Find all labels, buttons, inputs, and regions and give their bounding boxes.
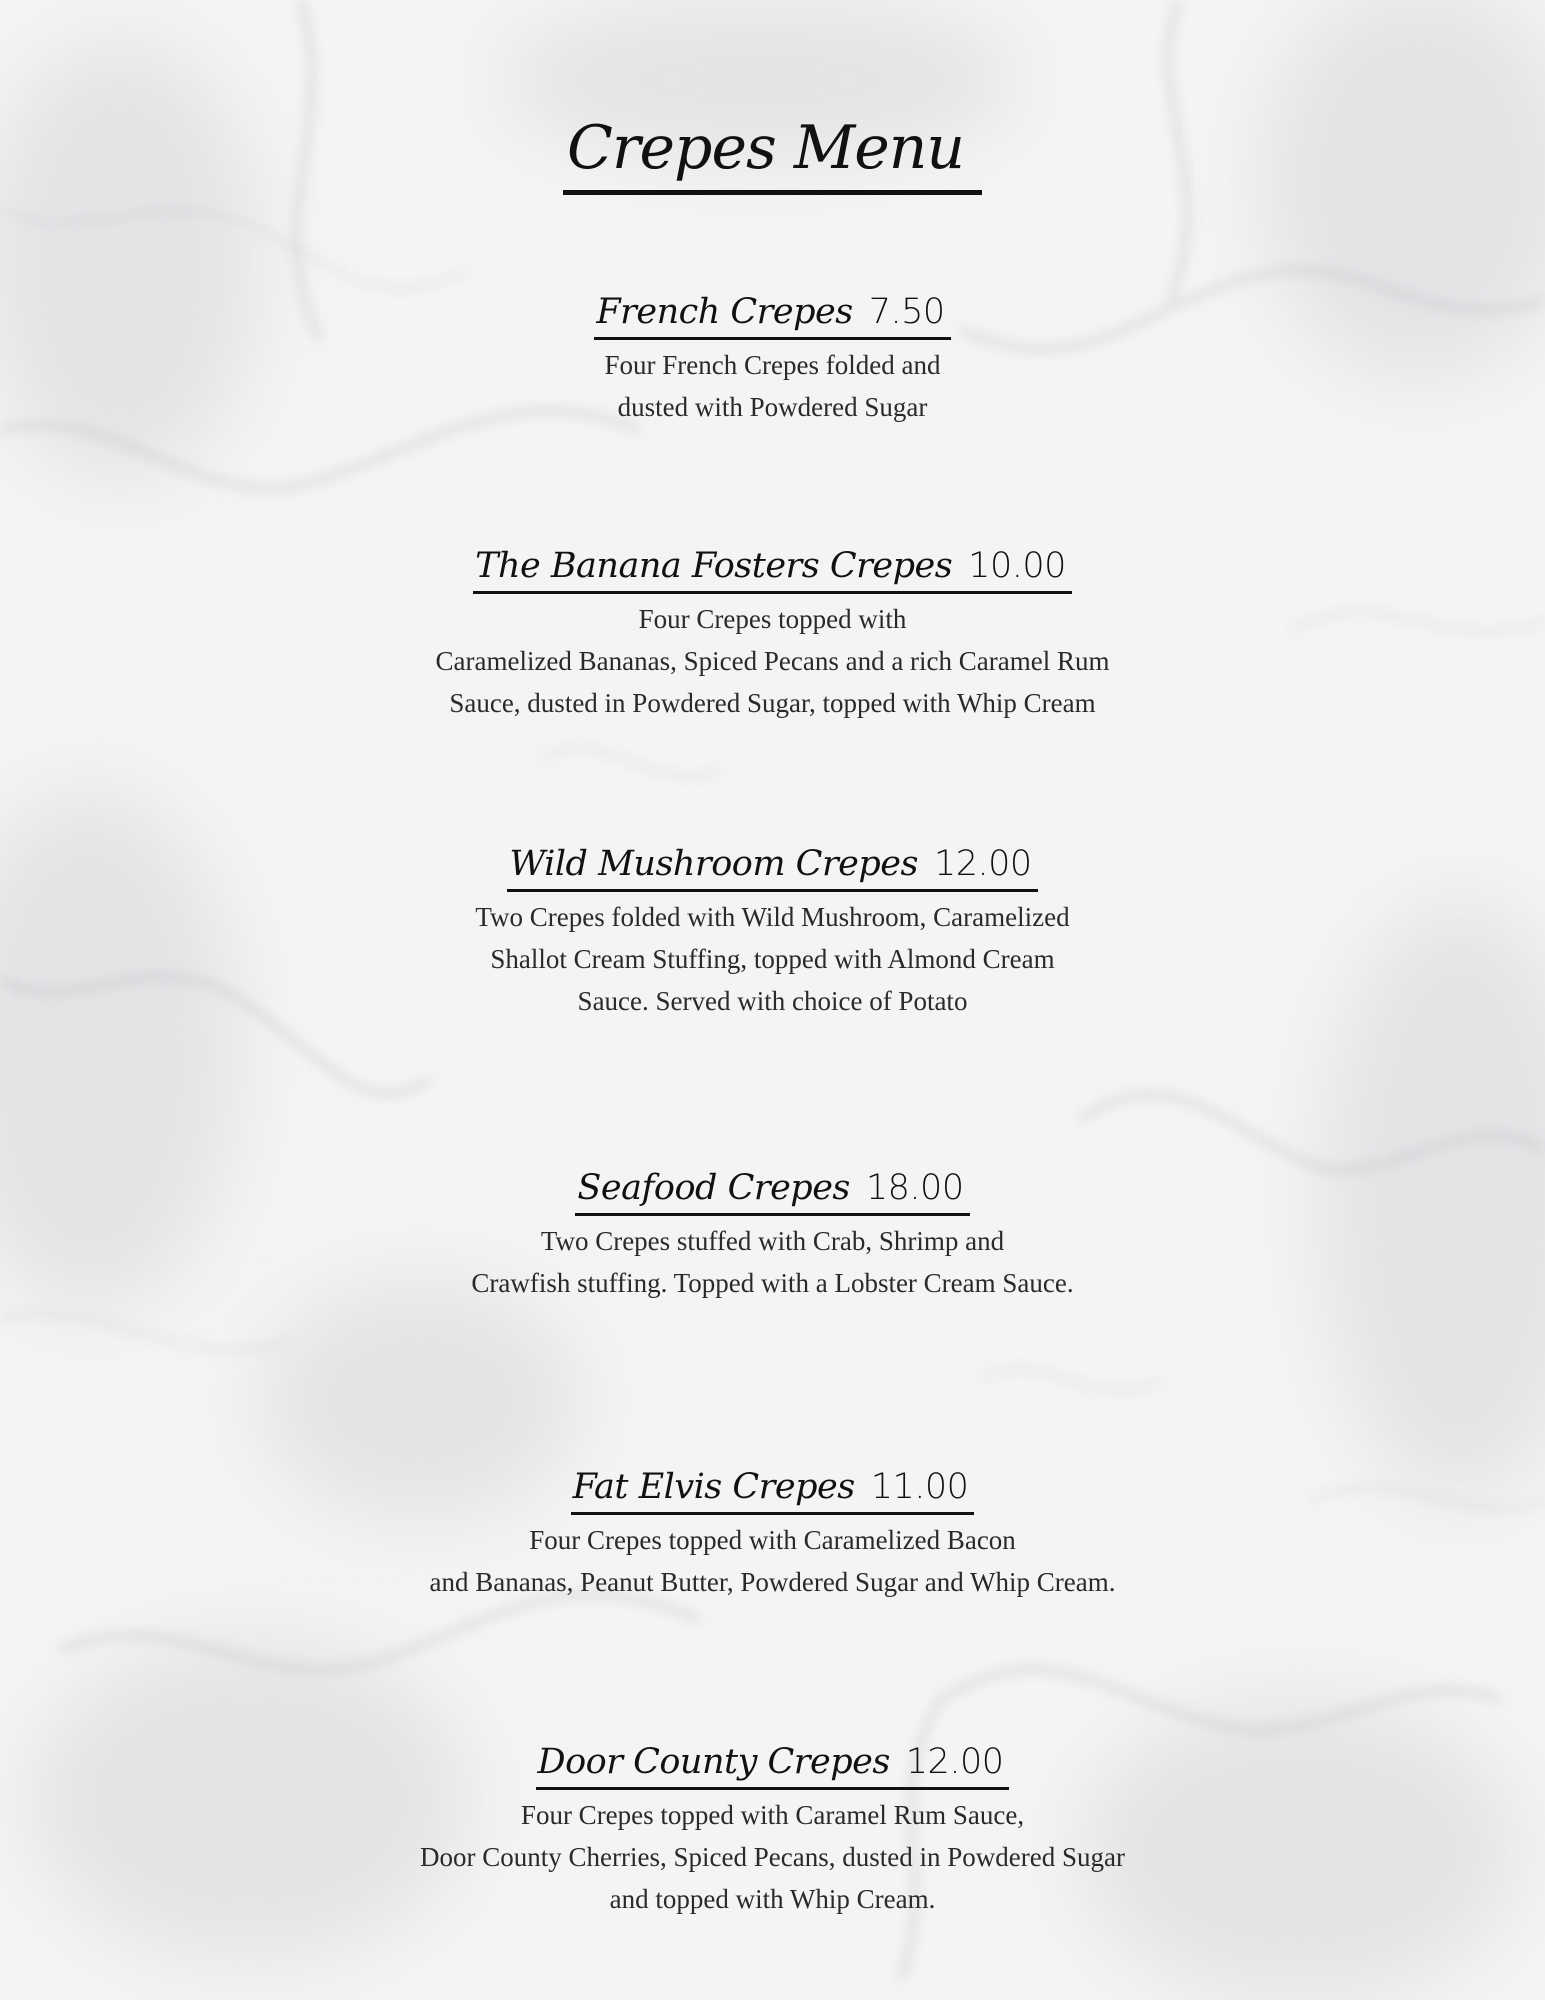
description-line: Crawfish stuffing. Topped with a Lobster Cream Sauce.	[471, 1268, 1074, 1298]
menu-item-price: 10.00	[968, 546, 1066, 586]
menu-item-price: 18.00	[865, 1168, 964, 1208]
description-line: Four French Crepes folded and	[604, 350, 941, 380]
description-line: Four Crepes topped with Caramelized Bacon	[529, 1525, 1016, 1555]
description-line: Four Crepes topped with Caramel Rum Sauce,	[520, 1800, 1025, 1830]
menu-item-heading	[0, 840, 1545, 892]
menu-item-description	[0, 344, 1545, 428]
description-line: Four Crepes topped with	[638, 604, 907, 634]
menu-item-name: Seafood Crepes	[577, 1168, 850, 1208]
menu-item-name: French Crepes	[596, 292, 853, 332]
description-line: Sauce. Served with choice of Potato	[577, 986, 968, 1016]
menu-item-heading	[0, 1164, 1545, 1216]
menu-item-description	[0, 598, 1545, 724]
menu-item-heading	[0, 1463, 1545, 1515]
menu-item-description	[0, 896, 1545, 1022]
menu-item-price: 7.50	[868, 292, 945, 332]
menu-item-wild-mushroom-crepes	[0, 840, 1545, 1022]
menu-item-door-county-crepes	[0, 1738, 1545, 1920]
menu-item-seafood-crepes	[0, 1164, 1545, 1304]
description-line: Caramelized Bananas, Spiced Pecans and a rich Caramel Rum	[435, 646, 1110, 676]
menu-item-fat-elvis-crepes	[0, 1463, 1545, 1603]
menu-item-heading	[0, 288, 1545, 340]
menu-item-french-crepes	[0, 288, 1545, 428]
description-line: Door County Cherries, Spiced Pecans, dusted in Powdered Sugar	[420, 1842, 1125, 1872]
menu-item-description	[0, 1794, 1545, 1920]
menu-item-price: 12.00	[933, 844, 1032, 884]
menu-item-name: Door County Crepes	[537, 1742, 890, 1782]
description-line: Shallot Cream Stuffing, topped with Almond Cream	[490, 944, 1055, 974]
description-line: dusted with Powdered Sugar	[617, 392, 928, 422]
menu-item-name: Fat Elvis Crepes	[572, 1467, 855, 1507]
menu-title	[0, 108, 1545, 195]
menu-item-price: 11.00	[870, 1467, 969, 1507]
menu-item-description	[0, 1220, 1545, 1304]
description-line: Two Crepes folded with Wild Mushroom, Caramelized	[475, 902, 1070, 932]
menu-title-text: Crepes Menu	[563, 108, 982, 195]
description-line: and topped with Whip Cream.	[609, 1884, 936, 1914]
description-line: and Bananas, Peanut Butter, Powdered Sugar and Whip Cream.	[429, 1567, 1116, 1597]
menu-item-banana-fosters-crepes	[0, 542, 1545, 724]
menu-item-heading	[0, 1738, 1545, 1790]
menu-item-name: Wild Mushroom Crepes	[509, 844, 918, 884]
menu-item-description	[0, 1519, 1545, 1603]
description-line: Two Crepes stuffed with Crab, Shrimp and	[540, 1226, 1005, 1256]
menu-item-name: The Banana Fosters Crepes	[475, 546, 953, 586]
menu-item-heading	[0, 542, 1545, 594]
menu-item-price: 12.00	[905, 1742, 1004, 1782]
description-line: Sauce, dusted in Powdered Sugar, topped with Whip Cream	[449, 688, 1096, 718]
